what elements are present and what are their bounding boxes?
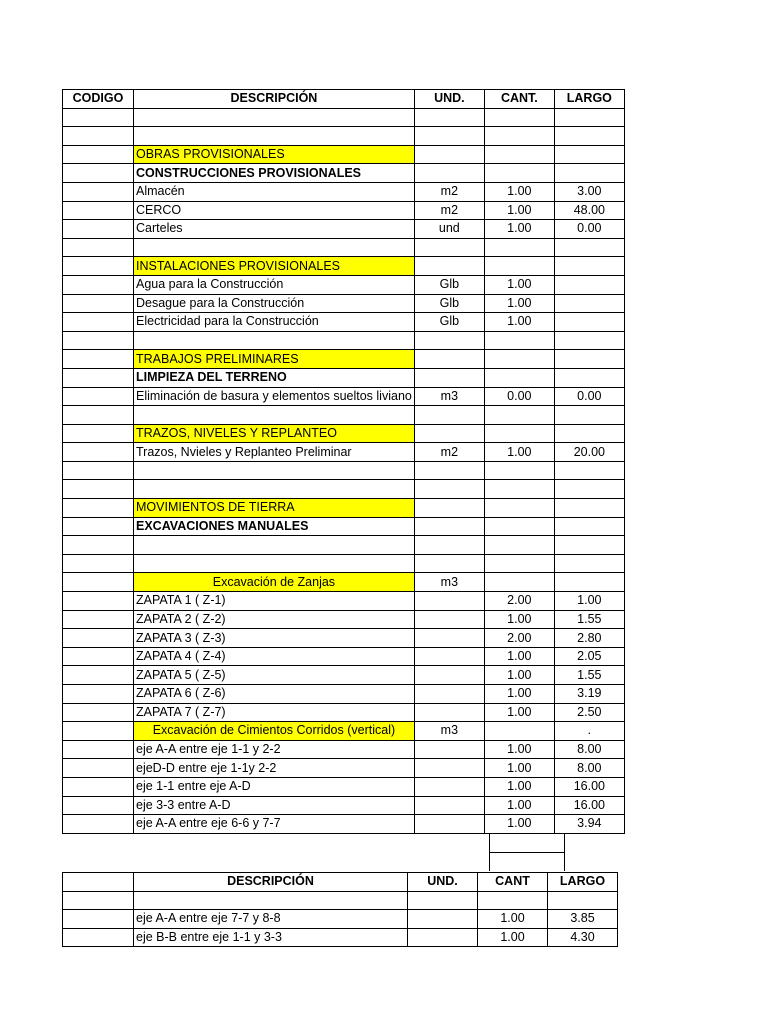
codigo-cell [63, 666, 134, 685]
descripcion-cell: eje 1-1 entre eje A-D [134, 777, 415, 796]
table-row [63, 703, 625, 722]
codigo-cell [63, 331, 134, 350]
header-descripcion: DESCRIPCIÓN [134, 90, 415, 109]
codigo-cell [63, 350, 134, 369]
codigo-cell [63, 815, 134, 834]
quantities-table-continued [62, 872, 618, 947]
und-cell [414, 461, 484, 480]
codigo-cell [63, 573, 134, 592]
cant-cell: 1.00 [484, 703, 554, 722]
descripcion-cell: Electricidad para la Construcción [134, 313, 415, 332]
largo-cell: 4.30 [548, 928, 618, 947]
table-row [63, 164, 625, 183]
und-cell [414, 629, 484, 648]
header-codigo: CODIGO [63, 90, 134, 109]
largo-cell [554, 536, 624, 555]
codigo-cell [63, 424, 134, 443]
header-largo: LARGO [554, 90, 624, 109]
codigo-cell [63, 275, 134, 294]
und-cell [414, 257, 484, 276]
table-row [63, 220, 625, 239]
largo-cell: 0.00 [554, 387, 624, 406]
cant-cell [484, 145, 554, 164]
table-row [63, 928, 618, 947]
und-cell [408, 910, 478, 929]
table-row [63, 331, 625, 350]
descripcion-cell: eje 3-3 entre A-D [134, 796, 415, 815]
codigo-cell [63, 443, 134, 462]
codigo-cell [63, 127, 134, 146]
cant-cell: 1.00 [484, 443, 554, 462]
codigo-cell [63, 928, 134, 947]
largo-cell: 0.00 [554, 220, 624, 239]
und-cell [414, 815, 484, 834]
und-cell [414, 647, 484, 666]
descripcion-cell: CERCO [134, 201, 415, 220]
largo-cell [554, 257, 624, 276]
table-row [63, 536, 625, 555]
table-row [63, 685, 625, 704]
table-row [63, 182, 625, 201]
table-row [63, 350, 625, 369]
und-cell [414, 777, 484, 796]
largo-cell: 48.00 [554, 201, 624, 220]
largo-cell [554, 164, 624, 183]
und-cell [414, 368, 484, 387]
cant-cell: 1.00 [484, 294, 554, 313]
largo-cell [554, 331, 624, 350]
descripcion-cell: ZAPATA 6 ( Z-6) [134, 685, 415, 704]
largo-cell: . [554, 722, 624, 741]
und-cell [414, 499, 484, 518]
descripcion-cell [134, 406, 415, 425]
header-und: UND. [408, 873, 478, 892]
largo-cell [554, 424, 624, 443]
table-row [63, 443, 625, 462]
codigo-cell [63, 629, 134, 648]
und-cell: m3 [414, 573, 484, 592]
und-cell [414, 480, 484, 499]
table-row [63, 499, 625, 518]
largo-cell: 3.94 [554, 815, 624, 834]
table-row [63, 313, 625, 332]
table-row [63, 108, 625, 127]
und-cell: m2 [414, 443, 484, 462]
und-cell [414, 350, 484, 369]
und-cell [414, 424, 484, 443]
header-descripcion: DESCRIPCIÓN [134, 873, 408, 892]
largo-cell [554, 573, 624, 592]
cant-cell: 1.00 [484, 759, 554, 778]
table-row [63, 406, 625, 425]
cant-cell: 1.00 [484, 815, 554, 834]
table-row [63, 145, 625, 164]
largo-cell [554, 461, 624, 480]
largo-cell: 20.00 [554, 443, 624, 462]
table-row [63, 517, 625, 536]
codigo-cell [63, 313, 134, 332]
largo-cell [554, 499, 624, 518]
cant-cell: 1.00 [484, 201, 554, 220]
table-row [63, 554, 625, 573]
table-row [63, 387, 625, 406]
codigo-cell [63, 499, 134, 518]
codigo-cell [63, 406, 134, 425]
cant-cell [478, 891, 548, 910]
header-cant: CANT [478, 873, 548, 892]
descripcion-cell: eje A-A entre eje 6-6 y 7-7 [134, 815, 415, 834]
descripcion-cell: LIMPIEZA DEL TERRENO [134, 368, 415, 387]
codigo-cell [63, 891, 134, 910]
descripcion-cell: ZAPATA 1 ( Z-1) [134, 592, 415, 611]
largo-cell [554, 406, 624, 425]
descripcion-cell: ZAPATA 7 ( Z-7) [134, 703, 415, 722]
largo-cell: 2.05 [554, 647, 624, 666]
cant-cell [484, 517, 554, 536]
cant-cell: 1.00 [484, 685, 554, 704]
largo-cell [554, 108, 624, 127]
und-cell [414, 610, 484, 629]
table-row [63, 238, 625, 257]
cant-cell: 2.00 [484, 629, 554, 648]
codigo-cell [63, 740, 134, 759]
header-row [63, 873, 618, 892]
cant-cell: 1.00 [484, 313, 554, 332]
und-cell [414, 127, 484, 146]
und-cell [414, 238, 484, 257]
und-cell: m3 [414, 387, 484, 406]
table-row [63, 573, 625, 592]
quantities-table [62, 89, 625, 834]
descripcion-cell: Almacén [134, 182, 415, 201]
table-row [63, 480, 625, 499]
codigo-cell [63, 294, 134, 313]
cant-cell [484, 554, 554, 573]
cant-cell [484, 257, 554, 276]
descripcion-cell [134, 480, 415, 499]
descripcion-cell: Carteles [134, 220, 415, 239]
descripcion-cell: eje A-A entre eje 1-1 y 2-2 [134, 740, 415, 759]
largo-cell [554, 480, 624, 499]
descripcion-cell: ZAPATA 2 ( Z-2) [134, 610, 415, 629]
cant-cell: 1.00 [484, 275, 554, 294]
codigo-cell [63, 517, 134, 536]
table-row [63, 592, 625, 611]
largo-cell [554, 127, 624, 146]
codigo-cell [63, 480, 134, 499]
largo-cell: 2.50 [554, 703, 624, 722]
descripcion-cell: Excavación de Zanjas [134, 573, 415, 592]
largo-cell [554, 294, 624, 313]
table-row [63, 796, 625, 815]
table-row [63, 275, 625, 294]
descripcion-cell: Excavación de Cimientos Corridos (vertical) [134, 722, 415, 741]
und-cell [414, 331, 484, 350]
codigo-cell [63, 777, 134, 796]
spacer-cell [489, 833, 565, 871]
codigo-cell [63, 145, 134, 164]
und-cell [414, 164, 484, 183]
table-row [63, 368, 625, 387]
cant-cell [484, 424, 554, 443]
descripcion-cell [134, 331, 415, 350]
cant-cell [484, 722, 554, 741]
und-cell [414, 108, 484, 127]
cant-cell [484, 238, 554, 257]
largo-cell [554, 554, 624, 573]
largo-cell [548, 891, 618, 910]
und-cell: m2 [414, 201, 484, 220]
cant-cell [484, 406, 554, 425]
codigo-cell [63, 536, 134, 555]
largo-cell [554, 145, 624, 164]
descripcion-cell [134, 461, 415, 480]
und-cell [414, 536, 484, 555]
codigo-cell [63, 182, 134, 201]
codigo-cell [63, 220, 134, 239]
und-cell [414, 740, 484, 759]
header-cant: CANT. [484, 90, 554, 109]
cant-cell [484, 164, 554, 183]
descripcion-cell: ejeD-D entre eje 1-1y 2-2 [134, 759, 415, 778]
largo-cell [554, 238, 624, 257]
largo-cell: 8.00 [554, 740, 624, 759]
largo-cell: 16.00 [554, 777, 624, 796]
codigo-cell [63, 238, 134, 257]
largo-cell: 2.80 [554, 629, 624, 648]
descripcion-cell: eje B-B entre eje 1-1 y 3-3 [134, 928, 408, 947]
descripcion-cell: Eliminación de basura y elementos sueltos liviano [134, 387, 415, 406]
table-row [63, 777, 625, 796]
largo-cell: 1.55 [554, 610, 624, 629]
descripcion-cell: OBRAS PROVISIONALES [134, 145, 415, 164]
header-codigo [63, 873, 134, 892]
und-cell [414, 592, 484, 611]
descripcion-cell: EXCAVACIONES MANUALES [134, 517, 415, 536]
und-cell [414, 759, 484, 778]
und-cell [414, 554, 484, 573]
codigo-cell [63, 257, 134, 276]
table-row [63, 647, 625, 666]
header-row [63, 90, 625, 109]
descripcion-cell: Trazos, Nvieles y Replanteo Preliminar [134, 443, 415, 462]
cant-cell: 1.00 [484, 666, 554, 685]
codigo-cell [63, 108, 134, 127]
largo-cell: 1.55 [554, 666, 624, 685]
descripcion-cell [134, 891, 408, 910]
cant-cell: 1.00 [484, 220, 554, 239]
codigo-cell [63, 647, 134, 666]
descripcion-cell [134, 536, 415, 555]
und-cell [414, 517, 484, 536]
table-row [63, 740, 625, 759]
und-cell: und [414, 220, 484, 239]
und-cell [414, 685, 484, 704]
codigo-cell [63, 461, 134, 480]
codigo-cell [63, 164, 134, 183]
largo-cell: 3.85 [548, 910, 618, 929]
descripcion-cell: MOVIMIENTOS DE TIERRA [134, 499, 415, 518]
codigo-cell [63, 685, 134, 704]
descripcion-cell: Agua para la Construcción [134, 275, 415, 294]
und-cell: Glb [414, 313, 484, 332]
largo-cell [554, 350, 624, 369]
codigo-cell [63, 610, 134, 629]
descripcion-cell: TRAZOS, NIVELES Y REPLANTEO [134, 424, 415, 443]
codigo-cell [63, 368, 134, 387]
cant-cell [484, 480, 554, 499]
descripcion-cell: ZAPATA 3 ( Z-3) [134, 629, 415, 648]
und-cell: m3 [414, 722, 484, 741]
cant-cell [484, 350, 554, 369]
descripcion-cell: ZAPATA 5 ( Z-5) [134, 666, 415, 685]
descripcion-cell: Desague para la Construcción [134, 294, 415, 313]
descripcion-cell [134, 127, 415, 146]
table-row [63, 629, 625, 648]
cant-cell: 1.00 [484, 610, 554, 629]
table-row [63, 257, 625, 276]
largo-cell: 3.00 [554, 182, 624, 201]
cant-cell [484, 368, 554, 387]
codigo-cell [63, 759, 134, 778]
cant-cell [484, 461, 554, 480]
codigo-cell [63, 910, 134, 929]
header-und: UND. [414, 90, 484, 109]
und-cell [414, 666, 484, 685]
table-row [63, 910, 618, 929]
und-cell [414, 703, 484, 722]
descripcion-cell [134, 554, 415, 573]
header-largo: LARGO [548, 873, 618, 892]
und-cell [408, 928, 478, 947]
cant-cell [484, 573, 554, 592]
largo-cell: 8.00 [554, 759, 624, 778]
descripcion-cell: eje A-A entre eje 7-7 y 8-8 [134, 910, 408, 929]
codigo-cell [63, 554, 134, 573]
und-cell: m2 [414, 182, 484, 201]
descripcion-cell: TRABAJOS PRELIMINARES [134, 350, 415, 369]
und-cell: Glb [414, 275, 484, 294]
cant-cell: 1.00 [484, 740, 554, 759]
cant-cell: 1.00 [478, 928, 548, 947]
descripcion-cell: CONSTRUCCIONES PROVISIONALES [134, 164, 415, 183]
codigo-cell [63, 722, 134, 741]
largo-cell: 16.00 [554, 796, 624, 815]
largo-cell [554, 517, 624, 536]
descripcion-cell [134, 108, 415, 127]
und-cell: Glb [414, 294, 484, 313]
und-cell [414, 406, 484, 425]
table-row [63, 891, 618, 910]
descripcion-cell: INSTALACIONES PROVISIONALES [134, 257, 415, 276]
table-row [63, 201, 625, 220]
largo-cell [554, 368, 624, 387]
cant-cell [484, 536, 554, 555]
table-row [63, 666, 625, 685]
cant-cell: 1.00 [484, 182, 554, 201]
cant-cell [484, 499, 554, 518]
cant-cell [484, 331, 554, 350]
table-row [63, 424, 625, 443]
cant-cell [484, 108, 554, 127]
codigo-cell [63, 796, 134, 815]
descripcion-cell [134, 238, 415, 257]
cant-cell: 1.00 [484, 796, 554, 815]
table-row [63, 815, 625, 834]
table-row [63, 461, 625, 480]
table-row [63, 294, 625, 313]
table-row [63, 610, 625, 629]
largo-cell [554, 313, 624, 332]
cant-cell: 0.00 [484, 387, 554, 406]
codigo-cell [63, 592, 134, 611]
table-row [63, 759, 625, 778]
und-cell [408, 891, 478, 910]
table-row [63, 127, 625, 146]
cant-cell: 1.00 [478, 910, 548, 929]
table-row [63, 722, 625, 741]
cant-cell [484, 127, 554, 146]
und-cell [414, 145, 484, 164]
largo-cell: 1.00 [554, 592, 624, 611]
codigo-cell [63, 703, 134, 722]
descripcion-cell: ZAPATA 4 ( Z-4) [134, 647, 415, 666]
cant-cell: 1.00 [484, 777, 554, 796]
codigo-cell [63, 387, 134, 406]
largo-cell: 3.19 [554, 685, 624, 704]
codigo-cell [63, 201, 134, 220]
und-cell [414, 796, 484, 815]
cant-cell: 1.00 [484, 647, 554, 666]
largo-cell [554, 275, 624, 294]
cant-cell: 2.00 [484, 592, 554, 611]
